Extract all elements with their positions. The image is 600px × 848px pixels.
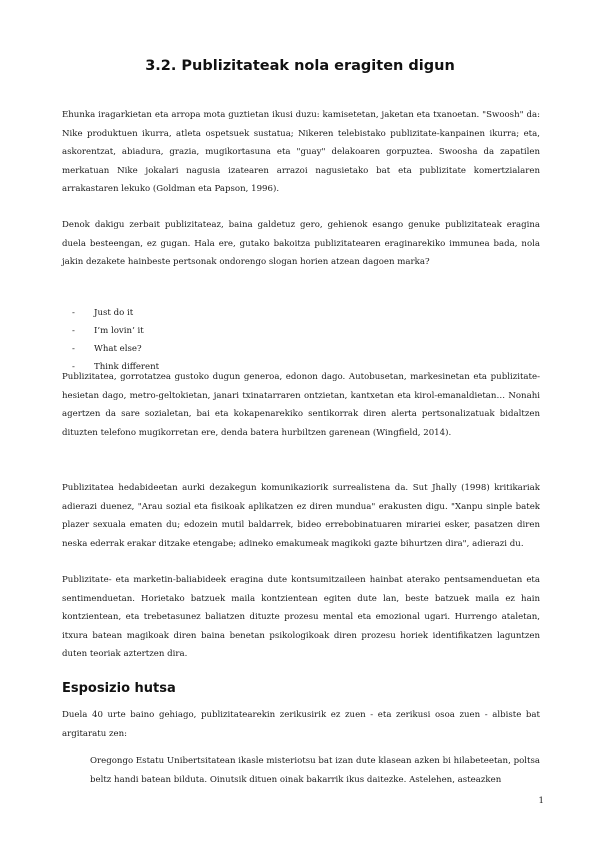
list-item: - Think different [72,362,160,372]
paragraph-marketing-resources: Publizitate- eta marketin-baliabideek eragina dute kontsumitzaileen hainbat aterako pentsamenduetan eta sentimenduetan. Horietako batzuek maila kontzientean egiten dute lan, beste batzuek maila ez hain kontzientean, eta trebetasunez baliatzen dituzte prozesu mental eta emozional ugari. Hurrengo ataletan, itxura batean magikoak diren baina benetan psikologikoak diren prozesu horiek identifikatzen laguntzen duten teoriak aztertzen dira. [62,575,540,659]
slogan-list [72,304,159,376]
section-heading: Esposizio hutsa [62,681,176,696]
paragraph-surreal-communication: Publizitatea hedabideetan aurki dezakegun komunikaziorik surrealistena da. Sut Jhally (1998) kritikariak adierazi duenez, "Arau sozial eta fisikoak aplikatzen ez diren mundua" erakusten digu. "Xanpu sinple batek plazer sexuala ematen du; edozein mutil baldarrek, bideo errebobinatuaren mirariei esker, pasatzen diren neska ederrak erakar ditzake etengabe; adineko emakumeak magikoki gazte bihurtzen dira", adierazi du. [62,483,540,549]
paragraph-nike-swoosh: Ehunka iragarkietan eta arropa mota guztietan ikusi duzu: kamisetetan, jaketan eta txanoetan. "Swoosh" da: Nike produktuen ikurra, atleta ospetsuek sustatua; Nikeren telebistako publizitate-kanpainen ikurra; eta, askorentzat, abiadura, grazia, mugikortasuna eta "guay" delakoaren gorpuztea. Swoosha da zapatilen merkatuan Nike jokalari nagusia izatearen arrazoi nagusietako bat eta publizitate komertzialaren arrakastaren lekuko (Goldman eta Papson, 1996). [62,110,540,194]
page-title: 3.2. Publizitateak nola eragiten digun [145,58,455,74]
paragraph-advertising-everywhere: Publizitatea, gorrotatzea gustoko dugun generoa, edonon dago. Autobusetan, markesinetan eta publizitate-hesietan dago, metro-geltokietan, janari txinatarraren ontzietan, kantxetan eta kirol-emanaldietan… Nonahi agertzen da sare sozialetan, bai eta kokapenarekiko sentikorrak diren alerta pertsonalizatuak bidaltzen dituzten telefono mugikorretan ere, denda batera hurbiltzen garenean (Wingfield, 2014). [62,372,540,438]
list-item: - Just do it [72,308,134,318]
page-number: 1 [538,796,544,806]
paragraph-advertising-influence: Denok dakigu zerbait publizitateaz, baina galdetuz gero, gehienok esango genuke publizitateak eragina duela besteengan, ez gugan. Hala ere, gutako bakoitza publizitatearen eraginarekiko immunea bada, nola jakin dezakete hainbeste pertsonak ondorengo slogan horien atzean dagoen marka? [62,220,540,267]
list-item: - I’m lovin’ it [72,326,144,336]
section-intro: Duela 40 urte baino gehiago, publizitatearekin zerikusirik ez zuen - eta zerikusi osoa zuen - albiste bat argitaratu zen: [62,710,540,739]
list-item: - What else? [72,344,142,354]
block-quote: Oregongo Estatu Unibertsitatean ikasle misteriotsu bat izan dute klasean azken bi hilabeteetan, poltsa beltz handi batean bilduta. Oinutsik dituen oinak bakarrik ikus daitezke. Astelehen, asteazken [90,756,540,785]
